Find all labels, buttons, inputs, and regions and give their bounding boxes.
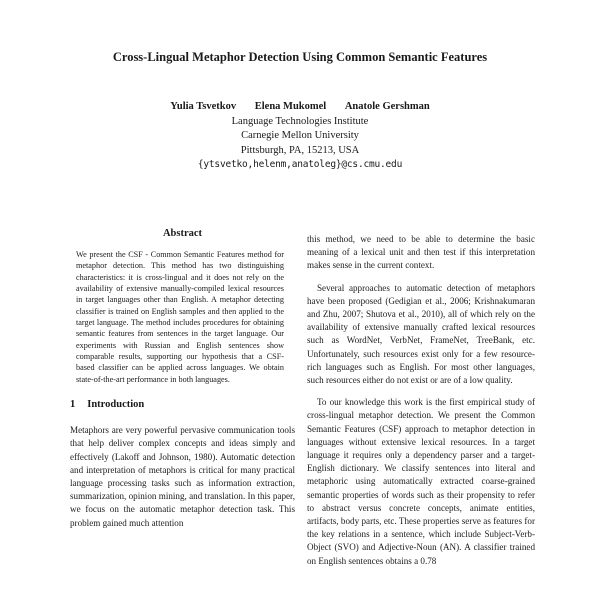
- section-title: Introduction: [87, 399, 145, 411]
- abstract-heading: Abstract: [162, 228, 203, 239]
- author-block: [0, 100, 600, 173]
- affiliation-line: Pittsburgh, PA, 15213, USA: [240, 144, 360, 156]
- right-column: [307, 233, 535, 577]
- contribution-paragraph: To our knowledge this work is the first empirical study of cross-lingual metaphor detection. We present the Common Semantic Features (CSF) approach to metaphor detection in languages without extensive lexical resources. In a target language it requires only a dependency parser and a target-English dictionary. We classify sentences into literal and metaphoric using automatically extracted coarse-grained semantic properties of words such as their propensity to refer to abstract versus concrete concepts, animate entities, artifacts, body parts, etc. These properties serve as features for the key relations in a sentence, which include Subject-Verb-Object (SVO) and Adjective-Noun (AN). A classifier trained on English sentences obtains a 0.78: [307, 397, 535, 566]
- author-email: {ytsvetko,helenm,anatoleg}@cs.cmu.edu: [197, 159, 403, 170]
- author-name: Anatole Gershman: [344, 101, 430, 112]
- section-heading: [70, 399, 295, 410]
- abstract-text: We present the CSF - Common Semantic Features method for metaphor detection. This method has two distinguishing characteristics: it is cross-lingual and it does not rely on the availability of extensive manually-compiled lexical resources in target languages other than English. A metaphor detecting classifier is trained on English samples and then applied to the target language. The method includes procedures for obtaining semantic features from sentences in the target language. Our experiments with Russian and English sentences show comparable results, supporting our hypothesis that a CSF-based classifier can be applied across languages. We obtain state-of-the-art performance in both languages.: [76, 250, 284, 384]
- section-number: 1: [70, 399, 76, 411]
- related-work-paragraph: Several approaches to automatic detection of metaphors have been proposed (Gedigian et al., 2006; Krishnakumaran and Zhu, 2007; Shutova et al., 2010), all of which rely on the availability of extensive manually crafted lexical resources such as WordNet, VerbNet, FrameNet, TreeBank, etc. Unfortunately, such resources exist only for a few resource-rich languages such as English. For most other languages, such resources either do not exist or are of a low quality.: [307, 282, 535, 386]
- author-name: Elena Mukomel: [254, 101, 327, 112]
- affiliation-line: Carnegie Mellon University: [241, 130, 359, 141]
- left-column: [70, 228, 295, 530]
- author-name: Yulia Tsvetkov: [170, 101, 237, 112]
- author-names: [0, 100, 600, 115]
- paper-title: Cross-Lingual Metaphor Detection Using Common Semantic Features: [112, 50, 488, 64]
- affiliation-line: Language Technologies Institute: [231, 115, 369, 127]
- continued-paragraph: this method, we need to be able to determine the basic meaning of a lexical unit and then test if this interpretation makes sense in the current context.: [307, 234, 535, 271]
- intro-paragraph: Metaphors are very powerful pervasive communication tools that help deliver complex concepts and ideas simply and effectively (Lakoff and Johnson, 1980). Automatic detection and interpretation of metaphors is critical for many practical language processing tasks such as information extraction, summarization, opinion mining, and translation. In this paper, we focus on the automatic metaphor detection task. This problem gained much attention: [70, 425, 295, 528]
